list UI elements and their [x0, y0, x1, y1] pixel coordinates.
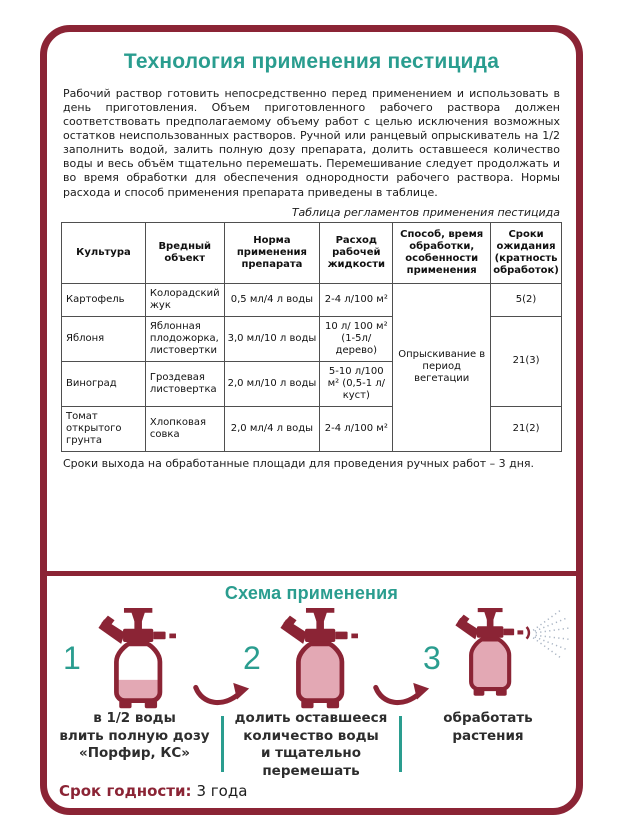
cell-rate: 2,0 мл/10 л воды — [224, 361, 320, 406]
reentry-footnote: Сроки выхода на обработанные площади для проведения ручных работ – 3 дня. — [63, 456, 535, 470]
table-caption: Таблица регламентов применения пестицида — [291, 205, 560, 219]
sprayer-spraying-icon — [447, 608, 573, 699]
sprayer-half-filled-icon — [89, 608, 193, 712]
caption-separator — [221, 716, 224, 772]
col-header-method: Способ, время обработки, особенности применения — [393, 222, 491, 283]
table-header-row — [62, 222, 562, 283]
scheme-title: Схема применения — [224, 583, 399, 603]
col-header-pest: Вредный объект — [145, 222, 224, 283]
cell-consumption: 2-4 л/100 м² — [320, 406, 393, 451]
cell-waiting: 21(2) — [491, 406, 562, 451]
application-regulations-table — [61, 222, 562, 452]
section-divider — [43, 571, 580, 576]
col-header-culture: Культура — [62, 222, 146, 283]
table-row — [62, 283, 562, 316]
cell-pest: Гроздевая листовертка — [145, 361, 224, 406]
cell-consumption: 5-10 л/100 м² (0,5-1 л/куст) — [320, 361, 393, 406]
cell-culture: Яблоня — [62, 316, 146, 361]
cell-rate: 3,0 мл/10 л воды — [224, 316, 320, 361]
cell-rate: 0,5 мл/4 л воды — [224, 283, 320, 316]
caption-separator — [399, 716, 402, 772]
intro-paragraph: Рабочий раствор готовить непосредственно перед применением и использовать в день приготовления. Объем приготовленного рабочего раствора должен соответствовать предполагаемому объему работ с целью исключения возможных остатков неиспользованных растворов. Ручной или ранцевый опрыскиватель на 1/2 заполнить водой, залить полную дозу препарата, долить оставшееся количество воды и весь объём тщательно перемешать. Перемешивание следует продолжать и во время обработки для обеспечения однородности рабочего раствора. Нормы расхода и способ применения препарата приведены в таблице. — [63, 87, 560, 199]
curved-arrow-icon — [193, 680, 251, 710]
sprayer-full-icon — [271, 608, 375, 712]
cell-culture: Картофель — [62, 283, 146, 316]
step-1-number: 1 — [63, 640, 81, 676]
cell-method-merged: Опрыскивание в период вегетации — [393, 283, 491, 451]
cell-rate: 2,0 мл/4 л воды — [224, 406, 320, 451]
col-header-rate: Норма применения препарата — [224, 222, 320, 283]
step-3-caption: обработать растения — [443, 710, 533, 744]
cell-pest: Колорадский жук — [145, 283, 224, 316]
col-header-waiting: Сроки ожидания (кратность обработок) — [491, 222, 562, 283]
shelf-life-label: Срок годности: — [59, 782, 192, 800]
step-3-number: 3 — [423, 640, 441, 676]
shelf-life-value: 3 года — [196, 782, 248, 800]
cell-culture: Томат открытого грунта — [62, 406, 146, 451]
step-1-caption: в 1/2 воды влить полную дозу «Порфир, КС» — [59, 710, 210, 762]
step-2-number: 2 — [243, 640, 261, 676]
shelf-life — [59, 782, 247, 800]
cell-consumption: 10 л/ 100 м² (1-5л/дерево) — [320, 316, 393, 361]
cell-culture: Виноград — [62, 361, 146, 406]
cell-waiting: 5(2) — [491, 283, 562, 316]
step-2-caption: долить оставшееся количество воды и тщательно перемешать — [234, 710, 388, 779]
cell-consumption: 2-4 л/100 м² — [320, 283, 393, 316]
spray-burst-arc — [527, 627, 529, 639]
technology-section — [47, 32, 576, 571]
cell-pest: Яблонная плодожорка, листовертки — [145, 316, 224, 361]
page-title: Технология применения пестицида — [123, 50, 500, 73]
curved-arrow-icon — [373, 680, 431, 710]
cell-waiting-merged: 21(3) — [491, 316, 562, 406]
col-header-consumption: Расход рабочей жидкости — [320, 222, 393, 283]
step-captions — [47, 710, 576, 780]
spray-dots — [533, 610, 570, 658]
leaflet-frame — [40, 25, 583, 815]
cell-pest: Хлопковая совка — [145, 406, 224, 451]
